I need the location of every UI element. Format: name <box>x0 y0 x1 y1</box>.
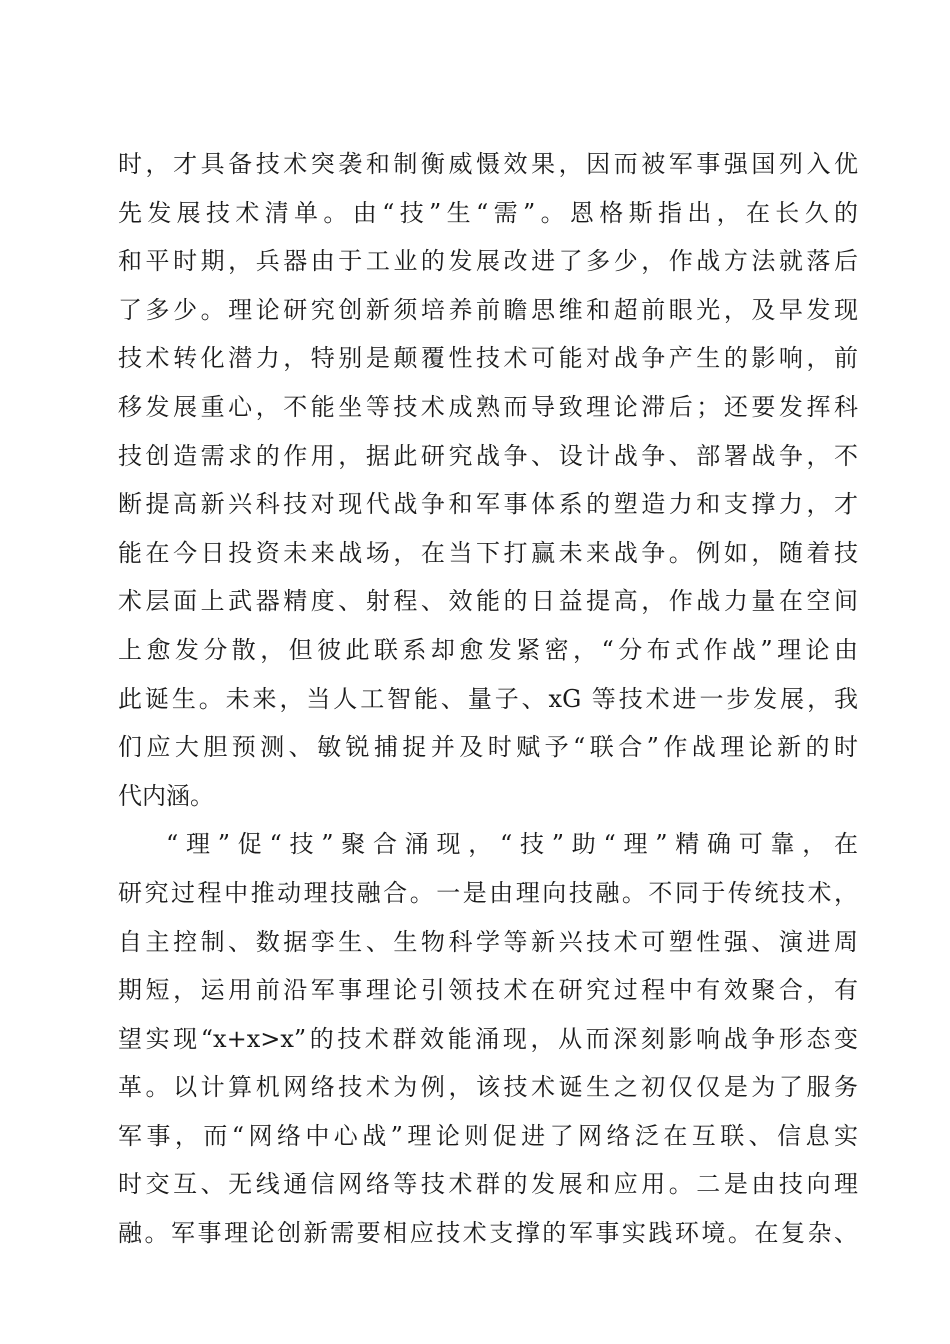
paragraph-start-line: “理”促“技”聚合涌现，“技”助“理”精确可靠，在 <box>166 830 858 859</box>
text-line: 了多少。理论研究创新须培养前瞻思维和超前眼光，及早发现 <box>118 295 858 324</box>
text-line: 军事，而“网络中心战”理论则促进了网络泛在互联、信息实 <box>118 1121 858 1150</box>
text-line: 术层面上武器精度、射程、效能的日益提高，作战力量在空间 <box>118 587 858 616</box>
text-line: 能在今日投资未来战场，在当下打赢未来战争。例如，随着技 <box>118 538 858 567</box>
text-line: 此诞生。未来，当人工智能、量子、xG 等技术进一步发展，我 <box>118 684 858 713</box>
text-line: 革。以计算机网络技术为例，该技术诞生之初仅仅是为了服务 <box>118 1073 858 1102</box>
text-line: 自主控制、数据孪生、生物科学等新兴技术可塑性强、演进周 <box>118 927 858 956</box>
text-line: 期短，运用前沿军事理论引领技术在研究过程中有效聚合，有 <box>118 976 858 1005</box>
text-line: 移发展重心，不能坐等技术成熟而导致理论滞后；还要发挥科 <box>118 392 858 421</box>
text-line: 和平时期，兵器由于工业的发展改进了多少，作战方法就落后 <box>118 247 858 276</box>
text-line: 望实现“x+x>x”的技术群效能涌现，从而深刻影响战争形态变 <box>118 1024 858 1053</box>
text-line: 断提高新兴科技对现代战争和军事体系的塑造力和支撑力，才 <box>118 490 858 519</box>
text-line: 融。军事理论创新需要相应技术支撑的军事实践环境。在复杂、 <box>118 1219 858 1248</box>
text-line: 研究过程中推动理技融合。一是由理向技融。不同于传统技术， <box>118 878 858 907</box>
paragraph-end-line: 代内涵。 <box>118 781 214 810</box>
text-line: 技术转化潜力，特别是颠覆性技术可能对战争产生的影响，前 <box>118 344 858 373</box>
text-line: 先发展技术清单。由“技”生“需”。恩格斯指出，在长久的 <box>118 198 858 227</box>
text-line: 上愈发分散，但彼此联系却愈发紧密，“分布式作战”理论由 <box>118 635 858 664</box>
body-text <box>118 140 858 1258</box>
text-line: 们应大胆预测、敏锐捕捉并及时赋予“联合”作战理论新的时 <box>118 733 858 762</box>
text-line: 时，才具备技术突袭和制衡威慑效果，因而被军事强国列入优 <box>118 150 858 178</box>
text-line: 技创造需求的作用，据此研究战争、设计战争、部署战争，不 <box>118 441 858 470</box>
text-line: 时交互、无线通信网络等技术群的发展和应用。二是由技向理 <box>118 1170 858 1199</box>
